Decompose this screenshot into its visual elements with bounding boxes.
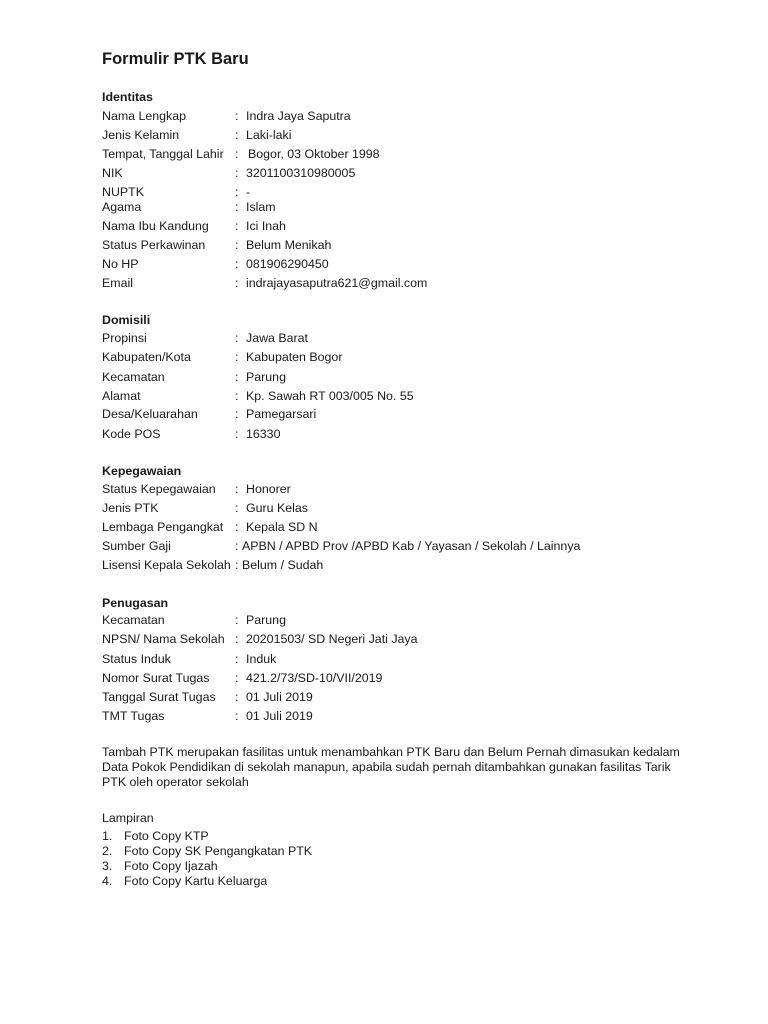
field-label: Tempat, Tanggal Lahir [102, 147, 224, 161]
field-label: Kecamatan [102, 613, 165, 627]
list-item-number: 2. [102, 844, 113, 858]
section-heading-identitas: Identitas [102, 90, 153, 104]
field-label: Nama Ibu Kandung [102, 219, 209, 233]
field-value: 01 Juli 2019 [246, 690, 313, 704]
field-value: Parung [246, 370, 286, 384]
field-separator: : [235, 690, 239, 704]
field-label: Lembaga Pengangkat [102, 520, 224, 534]
field-label: Agama [102, 200, 142, 214]
field-separator: : [235, 671, 239, 685]
field-label: NPSN/ Nama Sekolah [102, 632, 225, 646]
field-separator: : [235, 370, 239, 384]
field-separator: : [235, 520, 239, 534]
field-separator: : [235, 276, 239, 290]
field-label: Alamat [102, 389, 141, 403]
field-label: Desa/Keluarahan [102, 407, 198, 421]
field-value: 01 Juli 2019 [246, 709, 313, 723]
field-label: Status Induk [102, 652, 171, 666]
field-value: 20201503/ SD Negeri Jati Jaya [246, 632, 418, 646]
field-label: Nama Lengkap [102, 109, 187, 123]
list-item-number: 1. [102, 829, 113, 843]
field-label: Status Kepegawaian [102, 482, 216, 496]
field-separator: : [235, 200, 239, 214]
field-label: Kabupaten/Kota [102, 350, 191, 364]
list-item-text: Foto Copy KTP [124, 829, 209, 843]
field-value: Jawa Barat [246, 331, 308, 345]
field-label: Kode POS [102, 427, 161, 441]
field-value: APBN / APBD Prov /APBD Kab / Yayasan / Sekolah / Lainnya [242, 539, 581, 553]
field-value: Kepala SD N [246, 520, 318, 534]
field-value: 3201100310980005 [246, 166, 356, 180]
list-item-text: Foto Copy SK Pengangkatan PTK [124, 844, 313, 858]
field-separator: : [235, 257, 239, 271]
section-heading-kepegawaian: Kepegawaian [102, 464, 182, 478]
field-value: 421.2/73/SD-10/VII/2019 [246, 671, 383, 685]
field-value: Islam [246, 200, 276, 214]
field-value: Honorer [246, 482, 291, 496]
field-value: indrajayasaputra621@gmail.com [246, 276, 428, 290]
field-separator: : [235, 109, 239, 123]
list-item-number: 4. [102, 874, 113, 888]
field-value: Induk [246, 652, 277, 666]
field-separator: : [235, 166, 239, 180]
field-label: Jenis PTK [102, 501, 159, 515]
field-label: NUPTK [102, 185, 144, 199]
field-value: - [246, 185, 251, 199]
field-label: TMT Tugas [102, 709, 165, 723]
field-label: Status Perkawinan [102, 238, 206, 252]
note-paragraph: Tambah PTK merupakan fasilitas untuk menambahkan PTK Baru dan Belum Pernah dimasukan kedalam Data Pokok Pendidikan di sekolah manapun, apabila sudah pernah ditambahkan gunakan fasilitas Tarik PTK oleh operator sekolah [102, 745, 680, 789]
document-title: Formulir PTK Baru [102, 50, 249, 68]
field-label: Tanggal Surat Tugas [102, 690, 216, 704]
list-item-text: Foto Copy Ijazah [124, 859, 218, 873]
lampiran-heading: Lampiran [102, 811, 154, 825]
field-value: Parung [246, 613, 286, 627]
field-separator: : [235, 632, 239, 646]
field-value: Indra Jaya Saputra [246, 109, 351, 123]
field-separator: : [235, 350, 239, 364]
field-value: Laki-laki [246, 128, 292, 142]
field-separator: : [235, 147, 239, 161]
field-value: Kp. Sawah RT 003/005 No. 55 [246, 389, 414, 403]
field-separator: : [235, 558, 239, 572]
field-label: Email [102, 276, 133, 290]
field-separator: : [235, 709, 239, 723]
list-item-number: 3. [102, 859, 113, 873]
field-separator: : [235, 331, 239, 345]
field-separator: : [235, 652, 239, 666]
field-separator: : [235, 613, 239, 627]
field-label: Jenis Kelamin [102, 128, 180, 142]
field-value: Bogor, 03 Oktober 1998 [248, 147, 380, 161]
field-separator: : [235, 427, 239, 441]
section-heading-penugasan: Penugasan [102, 596, 169, 610]
field-label: No HP [102, 257, 139, 271]
field-value: Belum / Sudah [242, 558, 324, 572]
field-label: Propinsi [102, 331, 147, 345]
field-separator: : [235, 389, 239, 403]
field-value: Guru Kelas [246, 501, 308, 515]
field-label: NIK [102, 166, 123, 180]
field-label: Kecamatan [102, 370, 165, 384]
field-label: Nomor Surat Tugas [102, 671, 210, 685]
field-separator: : [235, 482, 239, 496]
field-separator: : [235, 407, 239, 421]
field-separator: : [235, 219, 239, 233]
field-separator: : [235, 128, 239, 142]
field-value: Ici Inah [246, 219, 286, 233]
list-item-text: Foto Copy Kartu Keluarga [124, 874, 268, 888]
field-label: Sumber Gaji [102, 539, 171, 553]
field-value: Belum Menikah [246, 238, 332, 252]
field-separator: : [235, 501, 239, 515]
field-separator: : [235, 185, 239, 199]
field-value: 16330 [246, 427, 281, 441]
section-heading-domisili: Domisili [102, 313, 151, 327]
field-separator: : [235, 238, 239, 252]
field-value: Kabupaten Bogor [246, 350, 343, 364]
field-label: Lisensi Kepala Sekolah [102, 558, 231, 572]
field-value: 081906290450 [246, 257, 329, 271]
field-value: Pamegarsari [246, 407, 317, 421]
field-separator: : [235, 539, 239, 553]
